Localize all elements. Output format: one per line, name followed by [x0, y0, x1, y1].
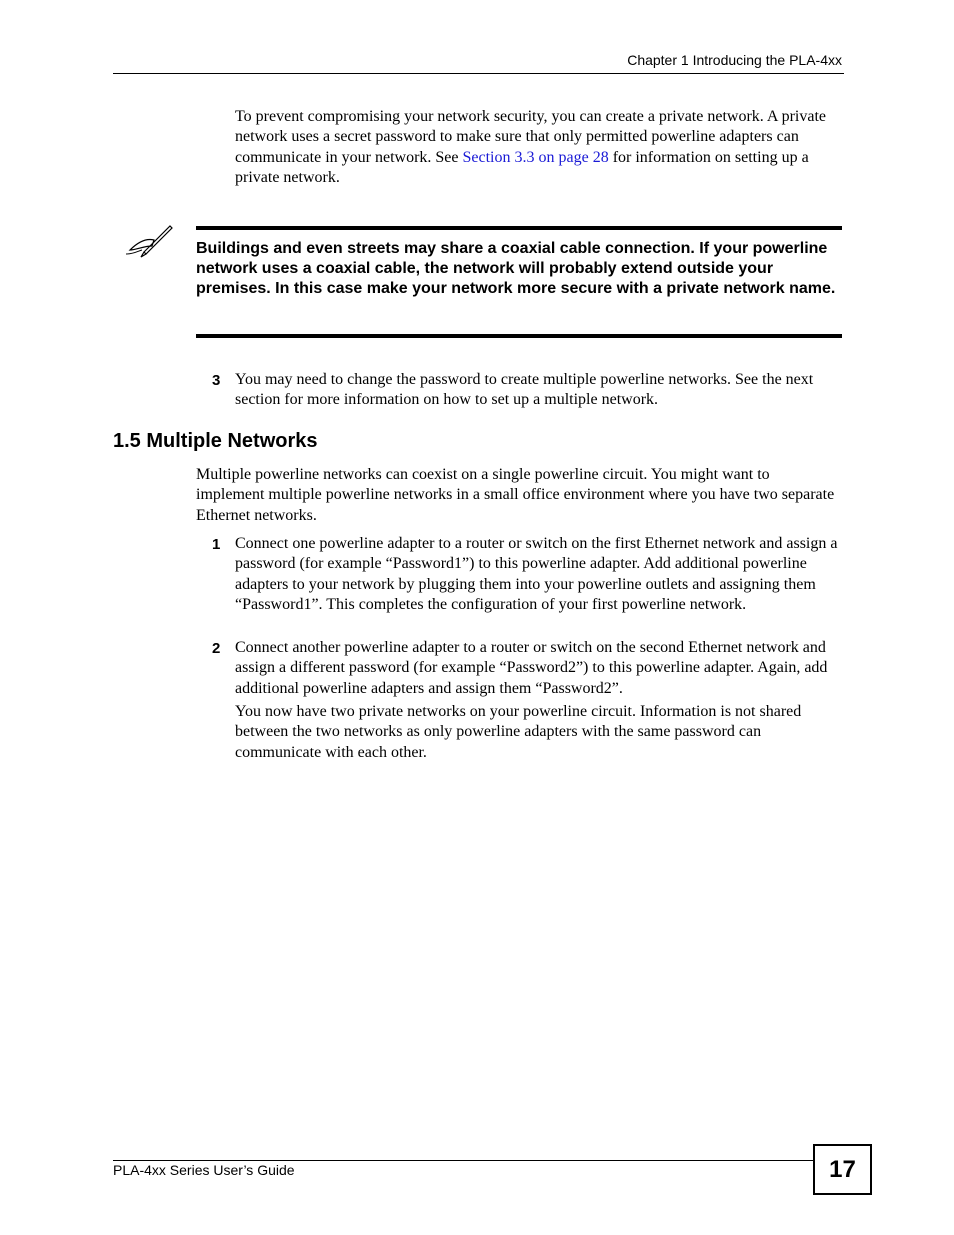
header-rule: [113, 73, 844, 74]
step-number: 1: [212, 536, 221, 553]
note-text: Buildings and even streets may share a coaxial cable connection. If your powerline network uses a coaxial cable, the network will probably extend outside your premises. In this case make your network more secure with a private network name.: [196, 240, 836, 298]
step-number: 3: [212, 372, 221, 389]
section-intro-paragraph: Multiple powerline networks can coexist on a single powerline circuit. You might want to implement multiple powerline networks in a small office environment where you have two separate Ethernet networks.: [196, 466, 835, 524]
section-heading: 1.5 Multiple Networks: [113, 430, 318, 452]
running-header: Chapter 1 Introducing the PLA-4xx: [627, 52, 842, 68]
step-text: Connect one powerline adapter to a router or switch on the first Ethernet network and assign a password (for example “Password1”) to this powerline adapter. Add additional powerline adapters to your network by plugging them into your powerline outlets and assigning them “Password1”. This completes the configuration of your first powerline network.: [235, 535, 838, 614]
intro-paragraph: To prevent compromising your network security, you can create a private network. A private network uses a secret password to make sure that only permitted powerline adapters can communicate in your network. See Section 3.3 on page 28 for information on setting up a private network.: [235, 108, 826, 187]
closing-paragraph: You now have two private networks on your powerline circuit. Information is not shared between the two networks as only powerline adapters with the same password can communicate with each other.: [235, 703, 802, 761]
step-text: You may need to change the password to create multiple powerline networks. See the next section for more information on how to set up a multiple network.: [235, 371, 814, 409]
running-footer: PLA-4xx Series User’s Guide: [113, 1162, 295, 1178]
page-number: 17: [813, 1144, 872, 1195]
pen-note-icon: [124, 220, 174, 260]
note-rule-top: [196, 226, 842, 230]
footer-rule: [113, 1160, 814, 1161]
step-text: Connect another powerline adapter to a router or switch on the second Ethernet network and assign a different password (for example “Password2”) to this powerline adapter. Again, add additional powerline adapters and assign them “Password2”.: [235, 639, 828, 697]
step-number: 2: [212, 640, 221, 657]
section-link[interactable]: Section 3.3 on page 28: [462, 148, 609, 166]
note-rule-bottom: [196, 334, 842, 338]
